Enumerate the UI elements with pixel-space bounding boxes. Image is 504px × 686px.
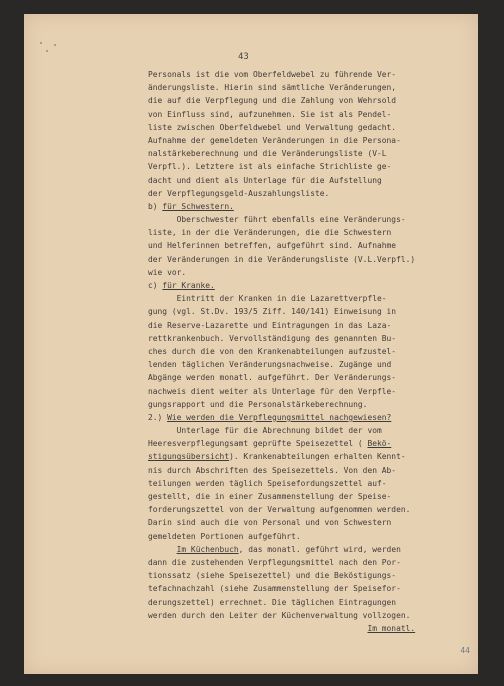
text-line xyxy=(148,187,466,200)
text-line xyxy=(148,411,466,424)
text-line xyxy=(148,582,466,595)
text-line xyxy=(148,121,466,134)
text-segment: Unterlage für die Abrechnung bildet der vom xyxy=(148,426,382,436)
text-line xyxy=(148,398,466,411)
underlined-heading: Bekö- xyxy=(367,439,392,449)
text-segment: nachweis dient weiter als Unterlage für den Verpfle- xyxy=(148,386,397,396)
underlined-heading: für Kranke. xyxy=(162,281,215,290)
text-segment xyxy=(148,545,177,554)
text-line xyxy=(148,437,466,450)
text-line xyxy=(148,81,466,94)
text-segment: Personals ist die vom Oberfeldwebel zu führende Ver- xyxy=(148,70,397,79)
text-segment: ches durch die von den Krankenabteilungen aufzustel- xyxy=(148,346,397,356)
text-line xyxy=(148,516,466,529)
text-segment: die Reserve-Lazarette und Eintragungen in das Laza- xyxy=(148,320,392,330)
text-segment: liste zwischen Oberfeldwebel und Verwaltung gedacht. xyxy=(148,122,397,132)
text-segment: Aufnahme der gemeldeten Veränderungen in die Persona- xyxy=(148,135,401,145)
text-line xyxy=(148,503,466,516)
text-line xyxy=(148,332,466,345)
text-line xyxy=(148,490,466,503)
margin-speck xyxy=(54,44,56,46)
text-line xyxy=(148,609,466,622)
text-line xyxy=(148,450,466,463)
text-segment: tionssatz (siehe Speisezettel) und die Beköstigungs- xyxy=(148,571,397,581)
text-line xyxy=(148,371,466,384)
text-segment: Darin sind auch die von Personal und von Schwestern xyxy=(148,518,392,528)
text-segment: derungszettel) errechnet. Die täglichen Eintragungen xyxy=(148,597,397,607)
text-line xyxy=(148,266,466,279)
text-line xyxy=(148,543,466,556)
text-segment: wie vor. xyxy=(148,267,187,277)
margin-annotation: 44 xyxy=(460,646,470,655)
text-line xyxy=(148,319,466,332)
text-segment: der Veränderungen in die Veränderungsliste (V.L.Verpfl.) xyxy=(148,254,416,264)
margin-speck xyxy=(46,50,48,52)
text-segment: liste, in der die Veränderungen, die die Schwestern xyxy=(148,228,392,238)
text-line xyxy=(148,213,466,226)
text-segment: gungsrapport und die Personalstärkeberechnung. xyxy=(148,399,368,409)
underlined-heading: für Schwestern. xyxy=(162,201,234,211)
text-line xyxy=(148,226,466,239)
text-segment: Oberschwester führt ebenfalls eine Veränderungs- xyxy=(148,215,406,225)
text-line xyxy=(148,556,466,569)
text-segment: forderungszettel von der Verwaltung aufgenommen werden. xyxy=(148,505,411,515)
underlined-heading: Im Küchenbuch xyxy=(176,544,239,554)
text-segment: c) xyxy=(148,281,163,290)
text-line xyxy=(148,292,466,305)
text-segment: , das monatl. geführt wird, werden xyxy=(238,544,401,554)
text-line xyxy=(148,147,466,160)
text-line xyxy=(148,200,466,213)
text-line xyxy=(148,358,466,371)
underlined-heading: Wie werden die Verpflegungsmittel nachgewiesen? xyxy=(167,412,392,422)
text-segment: Verpfl.). Letztere ist als einfache Strichliste ge- xyxy=(148,162,392,172)
text-segment: änderungsliste. Hierin sind sämtliche Veränderungen, xyxy=(148,83,397,93)
typed-text-body xyxy=(148,68,466,635)
text-segment: rettkrankenbuch. Vervollständigung des genannten Bu- xyxy=(148,333,397,343)
text-segment: Abgänge werden monatl. aufgeführt. Der Veränderungs- xyxy=(148,373,397,383)
text-line xyxy=(148,174,466,187)
text-line xyxy=(148,596,466,609)
text-line xyxy=(148,253,466,266)
underlined-heading: Im monatl. xyxy=(367,623,416,633)
text-segment: dann die zustehenden Verpflegungsmittel nach den Por- xyxy=(148,557,401,567)
text-segment: Heeresverpflegungsamt geprüfte Speisezettel ( xyxy=(148,439,368,449)
text-segment: b) xyxy=(148,201,163,211)
text-segment: und Helferinnen betreffen, aufgeführt sind. Aufnahme xyxy=(148,241,397,251)
text-segment: von Einfluss sind, aufzunehmen. Sie ist als Pendel- xyxy=(148,109,392,119)
text-segment: teilungen werden täglich Speisefordungszettel auf- xyxy=(148,478,387,488)
text-segment: gestellt, die in einer Zusammenstellung der Speise- xyxy=(148,492,392,501)
text-line xyxy=(148,622,466,635)
text-segment: gemeldeten Portionen aufgeführt. xyxy=(148,531,301,541)
page-number: 43 xyxy=(238,52,249,62)
text-line xyxy=(148,477,466,490)
text-line xyxy=(148,345,466,358)
text-segment: ). Krankenabteilungen erhalten Kennt- xyxy=(229,452,406,462)
text-line xyxy=(148,305,466,318)
text-line xyxy=(148,279,466,292)
text-segment: nis durch Abschriften des Speisezettels. Von den Ab- xyxy=(148,465,397,475)
text-segment: nalstärkeberechnung und die Veränderungsliste (V-L xyxy=(148,149,387,159)
text-segment: der Verpflegungsgeld-Auszahlungsliste. xyxy=(148,188,330,198)
text-line xyxy=(148,530,466,543)
text-line xyxy=(148,464,466,477)
text-line xyxy=(148,68,466,81)
text-line xyxy=(148,134,466,147)
text-line xyxy=(148,94,466,107)
text-segment xyxy=(148,624,367,633)
text-line xyxy=(148,424,466,437)
text-segment: tefachnachzahl (siehe Zusammenstellung der Speisefor- xyxy=(148,584,401,594)
text-segment: gung (vgl. St.Dv. 193/5 Ziff. 140/141) Einweisung in xyxy=(148,307,397,317)
text-segment: werden durch den Leiter der Küchenverwaltung vollzogen. xyxy=(148,610,411,620)
text-line xyxy=(148,108,466,121)
text-segment: lenden täglichen Veränderungsnachweise. Zugänge und xyxy=(148,360,392,370)
text-segment: Eintritt der Kranken in die Lazarettverpfle- xyxy=(148,294,387,304)
text-line xyxy=(148,239,466,252)
text-segment: dacht und dient als Unterlage für die Aufstellung xyxy=(148,175,382,185)
margin-speck xyxy=(40,42,42,44)
text-segment: 2.) xyxy=(148,412,168,422)
text-segment: die auf die Verpflegung und die Zahlung von Wehrsold xyxy=(148,96,397,106)
text-line xyxy=(148,385,466,398)
text-line xyxy=(148,160,466,173)
underlined-heading: stigungsübersicht xyxy=(148,452,230,462)
text-line xyxy=(148,569,466,582)
